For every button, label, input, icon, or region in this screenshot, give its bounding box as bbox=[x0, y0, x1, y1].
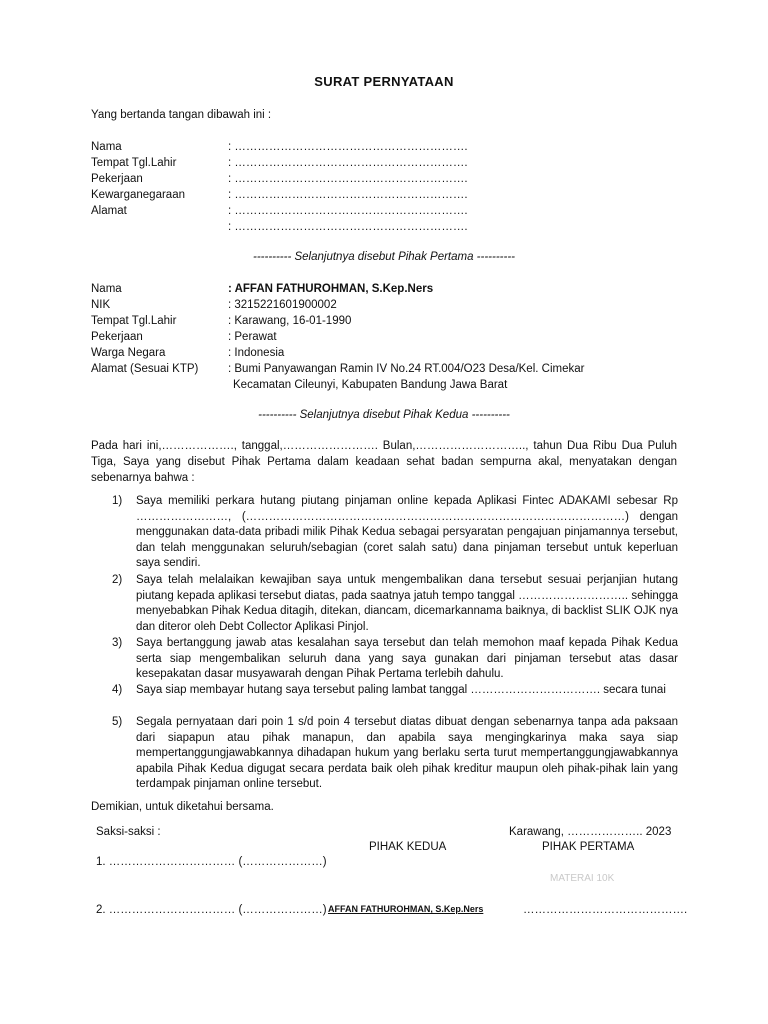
first-party-citizenship-value: : ……………………………………………………. bbox=[228, 189, 468, 201]
statement-item bbox=[112, 494, 678, 572]
statement-number: 2) bbox=[112, 574, 123, 586]
statement-item bbox=[112, 636, 678, 683]
second-party-designation: ---------- Selanjutnya disebut Pihak Kedua ---------- bbox=[258, 409, 510, 421]
statement-number: 5) bbox=[112, 716, 123, 728]
second-party-name-value: : AFFAN FATHUROHMAN, S.Kep.Ners bbox=[228, 283, 434, 295]
stamp-placeholder: MATERAI 10K bbox=[550, 873, 615, 884]
statement-text: Saya telah melalaikan kewajiban saya untuk mengembalikan dana tersebut sesuai perjanjian hutang piutang kepada aplikasi tersebut diatas, pada saatnya jatuh tempo tanggal ……………………….. sehingga menyebabkan Pihak Kedua ditagih, ditekan, diancam, dicemarkannama baiknya, di backlist SLIK OJK nya dan diteror oleh Debt Collector Aplikasi Pinjol. bbox=[136, 574, 678, 633]
witness-1-line: 1. …………………………… (…………………) bbox=[96, 856, 327, 868]
first-party-birth-value: : ……………………………………………………. bbox=[228, 157, 468, 169]
second-party-address-label: Alamat (Sesuai KTP) bbox=[91, 363, 199, 375]
first-party-address-label: Alamat bbox=[91, 205, 127, 217]
second-party-job-label: Pekerjaan bbox=[91, 331, 143, 343]
statement-number: 3) bbox=[112, 637, 123, 649]
second-party-birth-value: : Karawang, 16-01-1990 bbox=[228, 315, 352, 327]
second-party-signature-name: AFFAN FATHUROHMAN, S.Kep.Ners bbox=[328, 904, 484, 914]
first-party-designation: ---------- Selanjutnya disebut Pihak Pertama ---------- bbox=[253, 251, 515, 263]
first-party-signature-line: ……………………………………. bbox=[523, 904, 688, 916]
first-party-name-value: : ……………………………………………………. bbox=[228, 141, 468, 153]
statement-item bbox=[112, 573, 678, 635]
witnesses-label: Saksi-saksi : bbox=[96, 826, 161, 838]
place-date: Karawang, ……………….. 2023 bbox=[509, 826, 672, 838]
second-party-address-line2: Kecamatan Cileunyi, Kabupaten Bandung Jawa Barat bbox=[233, 379, 508, 391]
closing-text: Demikian, untuk diketahui bersama. bbox=[91, 801, 274, 813]
second-party-job-value: : Perawat bbox=[228, 331, 277, 343]
second-party-nik-value: : 3215221601900002 bbox=[228, 299, 337, 311]
second-party-nik-label: NIK bbox=[91, 299, 111, 311]
second-party-address-value: : Bumi Panyawangan Ramin IV No.24 RT.004/O23 Desa/Kel. Cimekar bbox=[228, 363, 585, 375]
second-party-citizenship-label: Warga Negara bbox=[91, 347, 166, 359]
statement-number: 1) bbox=[112, 495, 123, 507]
statement-item bbox=[112, 715, 678, 793]
document-title: SURAT PERNYATAAN bbox=[314, 74, 454, 89]
first-party-citizenship-label: Kewarganegaraan bbox=[91, 189, 185, 201]
statement-text: Saya siap membayar hutang saya tersebut paling lambat tanggal ……………………………. secara tunai bbox=[136, 684, 666, 696]
first-party-sign-label: PIHAK PERTAMA bbox=[542, 841, 635, 853]
first-party-birth-label: Tempat Tgl.Lahir bbox=[91, 157, 177, 169]
witness-2-line: 2. …………………………… (…………………) bbox=[96, 904, 327, 916]
intro-text: Yang bertanda tangan dibawah ini : bbox=[91, 109, 272, 121]
second-party-sign-label: PIHAK KEDUA bbox=[369, 841, 447, 853]
statement-text: Saya bertanggung jawab atas kesalahan saya tersebut dan telah memohon maaf kepada Pihak Kedua serta siap mengembalikan seluruh dana yang saya gunakan dari pinjaman tersebut atas dasar kesepakatan dasar musyawarah dengan Pihak Pertama terlebih dahulu. bbox=[136, 637, 678, 680]
second-party-citizenship-value: : Indonesia bbox=[228, 347, 285, 359]
opening-paragraph: Pada hari ini,………………., tanggal,……………………. Bulan,……………………….., tahun Dua Ribu Dua Puluh Tiga, Saya yang disebut Pihak Pertama dalam keadaan sehat badan sempurna akal, menyatakan dengan sebenarnya bahwa : bbox=[91, 440, 677, 484]
statement-text: Segala pernyataan dari poin 1 s/d poin 4 tersebut diatas dibuat dengan sebenarnya tanpa ada paksaan dari siapapun atau pihak manapun, dan apabila saya mengingkarinya maka saya siap mempertanggungjawabkannya dihadapan hukum yang berlaku serta turut mempertanggungjawabkannya apabila Pihak Kedua digugat secara perdata baik oleh pihak kreditur maupun oleh pihak-pihak lain yang terdampak pinjaman online tersebut. bbox=[136, 716, 678, 790]
first-party-address-value: : ……………………………………………………. bbox=[228, 205, 468, 217]
statement-number: 4) bbox=[112, 684, 123, 696]
statement-text: Saya memiliki perkara hutang piutang pinjaman online kepada Aplikasi Fintec ADAKAMI sebesar Rp ……………………, (………………………………………………………………………………………) dengan menggunakan data-data pribadi milik Pihak Kedua sebagai persyaratan pengajuan pinjamannya tersebut, dan telah menggunakan seluruh/sebagian (coret salah satu) dana pinjaman tersebut untuk keperluan saya sendiri. bbox=[136, 495, 678, 569]
first-party-job-value: : ……………………………………………………. bbox=[228, 173, 468, 185]
statement-item bbox=[112, 683, 678, 699]
second-party-name-label: Nama bbox=[91, 283, 122, 295]
first-party-job-label: Pekerjaan bbox=[91, 173, 143, 185]
second-party-birth-label: Tempat Tgl.Lahir bbox=[91, 315, 177, 327]
first-party-name-label: Nama bbox=[91, 141, 122, 153]
first-party-address2-value: : ……………………………………………………. bbox=[228, 221, 468, 233]
